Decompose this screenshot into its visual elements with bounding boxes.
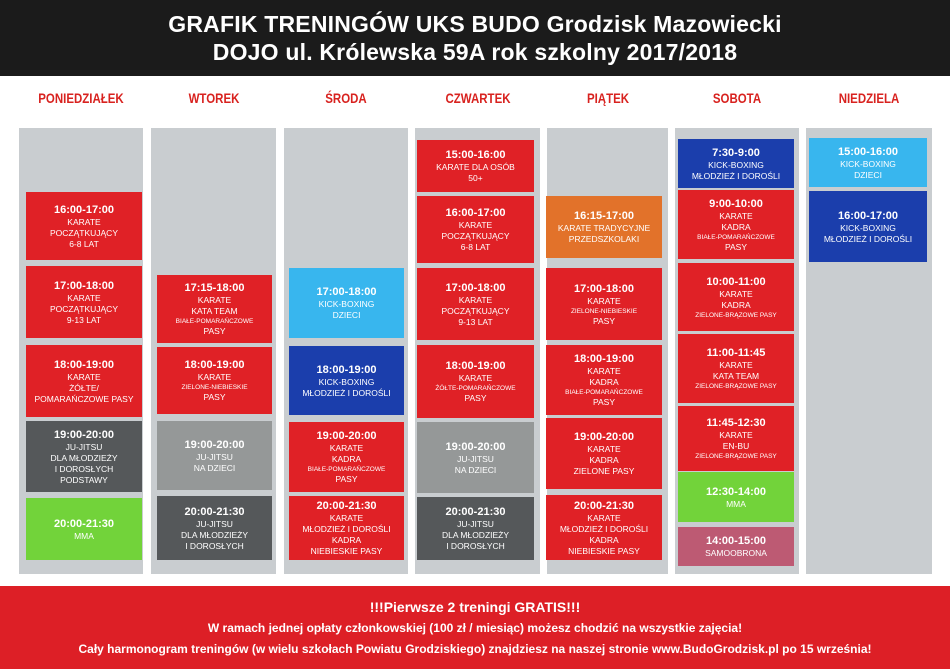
- session-detail: PASY: [464, 393, 487, 403]
- session-detail: KADRA: [589, 377, 619, 387]
- session-detail: KADRA: [589, 534, 619, 545]
- session-time: 16:00-17:00: [838, 209, 898, 222]
- session-time: 17:00-18:00: [445, 281, 506, 294]
- page-subtitle: DOJO ul. Królewska 59A rok szkolny 2017/2018: [212, 39, 738, 65]
- session-card: [289, 422, 404, 492]
- session-detail: PASY: [592, 315, 616, 326]
- session-time: 11:45-12:30: [706, 417, 766, 429]
- session-detail: MŁODZIEŻ I DOROŚLI: [302, 524, 391, 534]
- schedule-header: [0, 0, 950, 76]
- session-time: 16:00-17:00: [54, 203, 114, 216]
- session-detail: ZIELONE-BRĄZOWE PASY: [695, 453, 777, 460]
- session-detail: I DOROSŁYCH: [185, 540, 244, 551]
- session-card: [809, 138, 927, 187]
- session-time: 11:00-11:45: [706, 347, 766, 359]
- day-header-czwartek: CZWARTEK: [444, 90, 511, 106]
- session-detail: MMA: [726, 498, 746, 509]
- day-header-wtorek: WTOREK: [188, 90, 239, 106]
- session-card: [157, 421, 272, 490]
- session-card: [417, 140, 534, 192]
- session-detail: MŁODZIEŻ I DOROŚLI: [691, 170, 781, 181]
- session-detail: I DOROSŁYCH: [446, 541, 505, 551]
- session-time: 9:00-10:00: [709, 197, 763, 210]
- session-time: 20:00-21:30: [316, 500, 377, 512]
- session-card: [417, 422, 534, 493]
- session-detail: PASY: [203, 392, 226, 402]
- session-detail: BIAŁE-POMARAŃCZOWE: [697, 233, 775, 241]
- session-time: 15:00-16:00: [445, 149, 506, 161]
- session-detail: I DOROSŁYCH: [54, 463, 114, 474]
- session-time: 20:00-21:30: [445, 506, 506, 518]
- session-detail: KARATE: [197, 372, 232, 382]
- session-card: [678, 139, 794, 188]
- session-detail: NIEBIESKIE PASY: [568, 545, 640, 556]
- session-detail: KARATE: [719, 288, 753, 299]
- session-card: [26, 192, 142, 260]
- session-detail: KARATE: [719, 430, 753, 440]
- session-detail: KARATE: [458, 294, 493, 305]
- session-detail: JU-JITSU: [196, 451, 233, 462]
- session-time: 16:00-17:00: [445, 207, 506, 219]
- session-time: 20:00-21:30: [54, 517, 114, 530]
- session-detail: JU-JITSU: [457, 519, 494, 529]
- session-card: [417, 268, 534, 340]
- session-detail: DZIECI: [854, 169, 882, 180]
- session-card: [26, 498, 142, 560]
- session-time: 18:00-19:00: [445, 360, 506, 372]
- promo-website-note: Cały harmonogram treningów (w wielu szkołach Powiatu Grodziskiego) znajdziesz na naszej stronie www.BudoGrodzisk.pl po 15 września!: [78, 642, 872, 656]
- session-detail: KADRA: [331, 454, 362, 464]
- session-detail: KARATE: [67, 371, 101, 382]
- session-card: [417, 497, 534, 560]
- session-time: 19:00-20:00: [54, 428, 114, 441]
- session-detail: 9-13 LAT: [458, 316, 493, 327]
- session-card: [546, 268, 662, 340]
- session-card: [546, 196, 662, 258]
- session-time: 19:00-20:00: [445, 440, 506, 453]
- session-detail: KICK-BOXING: [840, 158, 896, 169]
- session-detail: KARATE: [67, 292, 101, 303]
- session-card: [678, 263, 794, 331]
- session-detail: DZIECI: [332, 310, 361, 320]
- session-detail: 50+: [468, 173, 483, 183]
- day-header-niedziela: NIEDZIELA: [838, 90, 900, 106]
- session-card: [157, 347, 272, 414]
- session-detail: POCZĄTKUJĄCY: [441, 231, 510, 241]
- session-detail: JU-JITSU: [196, 518, 233, 529]
- session-detail: ŻÓŁTE-POMARAŃCZOWE: [435, 385, 516, 392]
- session-detail: KARATE: [197, 295, 232, 305]
- session-detail: NA DZIECI: [454, 464, 497, 475]
- session-detail: ŻÓŁTE/: [69, 382, 99, 393]
- session-detail: POCZĄTKUJĄCY: [441, 305, 510, 316]
- session-detail: KICK-BOXING: [708, 159, 764, 170]
- session-detail: BIAŁE-POMARAŃCZOWE: [175, 318, 254, 325]
- session-card: [26, 266, 142, 338]
- session-detail: 6-8 LAT: [69, 238, 99, 249]
- session-detail: DLA MŁODZIEŻY: [50, 452, 118, 463]
- session-detail: MŁODZIEŻ I DOROŚLI: [559, 523, 649, 534]
- session-detail: POCZĄTKUJĄCY: [49, 303, 118, 314]
- promo-headline: !!!Pierwsze 2 treningi GRATIS!!!: [369, 599, 581, 615]
- session-time: 18:00-19:00: [574, 353, 634, 365]
- session-time: 16:15-17:00: [574, 210, 634, 222]
- session-card: [809, 191, 927, 262]
- session-detail: EN-BU: [722, 441, 750, 451]
- session-detail: KARATE: [329, 443, 364, 453]
- session-detail: KADRA: [721, 299, 751, 310]
- session-detail: NA DZIECI: [193, 462, 236, 473]
- session-time: 14:00-15:00: [706, 535, 766, 547]
- day-header-sobota: SOBOTA: [712, 90, 762, 106]
- session-time: 17:15-18:00: [184, 282, 245, 294]
- session-card: [678, 472, 794, 522]
- session-detail: BIAŁE-POMARAŃCZOWE: [565, 389, 643, 396]
- session-detail: KICK-BOXING: [840, 222, 896, 233]
- session-card: [546, 418, 662, 489]
- session-detail: ZIELONE-NIEBIESKIE: [570, 307, 638, 315]
- session-detail: KARATE: [67, 216, 101, 227]
- session-detail: KARATE TRADYCYJNE: [557, 223, 651, 233]
- session-detail: KADRA: [721, 221, 751, 232]
- session-time: 12:30-14:00: [706, 485, 766, 498]
- session-card: [546, 495, 662, 560]
- session-detail: SAMOOBRONA: [705, 548, 767, 558]
- session-card: [678, 527, 794, 566]
- promo-footer: [0, 586, 950, 669]
- session-card: [289, 496, 404, 560]
- session-detail: PASY: [335, 474, 358, 484]
- session-detail: KARATE: [587, 295, 621, 306]
- session-detail: 9-13 LAT: [66, 314, 102, 325]
- session-detail: KADRA: [331, 535, 362, 545]
- session-detail: NIEBIESKIE PASY: [310, 546, 383, 556]
- session-card: [26, 421, 142, 492]
- session-detail: KATA TEAM: [191, 306, 238, 316]
- session-time: 18:00-19:00: [316, 363, 377, 376]
- session-time: 19:00-20:00: [574, 431, 634, 443]
- page-title: GRAFIK TRENINGÓW UKS BUDO Grodzisk Mazowiecki: [168, 11, 782, 37]
- session-detail: KARATE: [587, 444, 621, 454]
- session-time: 20:00-21:30: [184, 505, 245, 518]
- session-card: [678, 406, 794, 471]
- session-detail: KARATE: [458, 373, 493, 383]
- session-time: 7:30-9:00: [712, 146, 760, 159]
- session-detail: JU-JITSU: [457, 453, 494, 464]
- session-card: [26, 345, 142, 417]
- session-card: [678, 190, 794, 259]
- session-detail: KICK-BOXING: [318, 376, 375, 387]
- session-detail: KARATE: [719, 210, 753, 221]
- session-detail: KARATE: [587, 366, 621, 376]
- session-detail: JU-JITSU: [65, 441, 103, 452]
- session-detail: 6-8 LAT: [460, 242, 491, 252]
- day-header-sroda: ŚRODA: [325, 90, 367, 106]
- promo-fee-note: W ramach jednej opłaty członkowskiej (100 zł / miesiąc) możesz chodzić na wszystkie zajęcia!: [207, 621, 743, 635]
- session-time: 17:00-18:00: [54, 279, 114, 292]
- session-card: [289, 346, 404, 415]
- session-detail: PODSTAWY: [60, 474, 108, 485]
- session-detail: MMA: [74, 530, 94, 541]
- session-card: [157, 496, 272, 560]
- session-detail: MŁODZIEŻ I DOROŚLI: [302, 387, 391, 398]
- session-detail: KATA TEAM: [712, 371, 760, 381]
- session-time: 19:00-20:00: [184, 438, 245, 451]
- session-detail: ZIELONE-NIEBIESKIE: [181, 384, 248, 391]
- day-header-poniedzialek: PONIEDZIAŁEK: [38, 90, 124, 106]
- session-detail: KARATE: [587, 512, 621, 523]
- day-header-piatek: PIĄTEK: [586, 90, 629, 106]
- session-time: 20:00-21:30: [574, 499, 634, 512]
- session-detail: PASY: [592, 397, 616, 407]
- session-detail: KARATE DLA OSÓB: [436, 162, 515, 172]
- session-card: [289, 268, 404, 338]
- session-time: 18:00-19:00: [184, 359, 245, 371]
- session-card: [417, 345, 534, 418]
- session-time: 18:00-19:00: [54, 358, 114, 371]
- session-detail: ZIELONE-BRĄZOWE PASY: [695, 383, 777, 390]
- session-card: [417, 196, 534, 263]
- session-time: 10:00-11:00: [706, 275, 766, 288]
- session-detail: KADRA: [589, 455, 619, 465]
- session-detail: DLA MŁODZIEŻY: [180, 529, 249, 540]
- session-time: 15:00-16:00: [838, 145, 898, 158]
- session-card: [157, 275, 272, 343]
- session-detail: POCZĄTKUJĄCY: [49, 227, 118, 238]
- session-card: [546, 345, 662, 415]
- session-detail: KARATE: [329, 513, 364, 523]
- session-time: 17:00-18:00: [316, 286, 377, 298]
- session-detail: KICK-BOXING: [318, 299, 375, 309]
- session-detail: PRZEDSZKOLAKI: [568, 234, 640, 244]
- session-detail: PASY: [203, 326, 226, 336]
- session-time: 19:00-20:00: [316, 430, 377, 442]
- session-card: [678, 334, 794, 403]
- session-detail: KARATE: [719, 360, 753, 370]
- session-detail: PASY: [724, 241, 748, 252]
- session-detail: MŁODZIEŻ I DOROŚLI: [823, 233, 913, 244]
- session-time: 17:00-18:00: [574, 282, 634, 295]
- session-detail: POMARAŃCZOWE PASY: [34, 393, 134, 404]
- session-detail: ZIELONE PASY: [573, 466, 635, 476]
- session-detail: DLA MŁODZIEŻY: [441, 530, 510, 540]
- session-detail: BIAŁE-POMARAŃCZOWE: [307, 466, 386, 473]
- session-detail: KARATE: [458, 220, 493, 230]
- session-detail: ZIELONE-BRĄZOWE PASY: [695, 311, 777, 319]
